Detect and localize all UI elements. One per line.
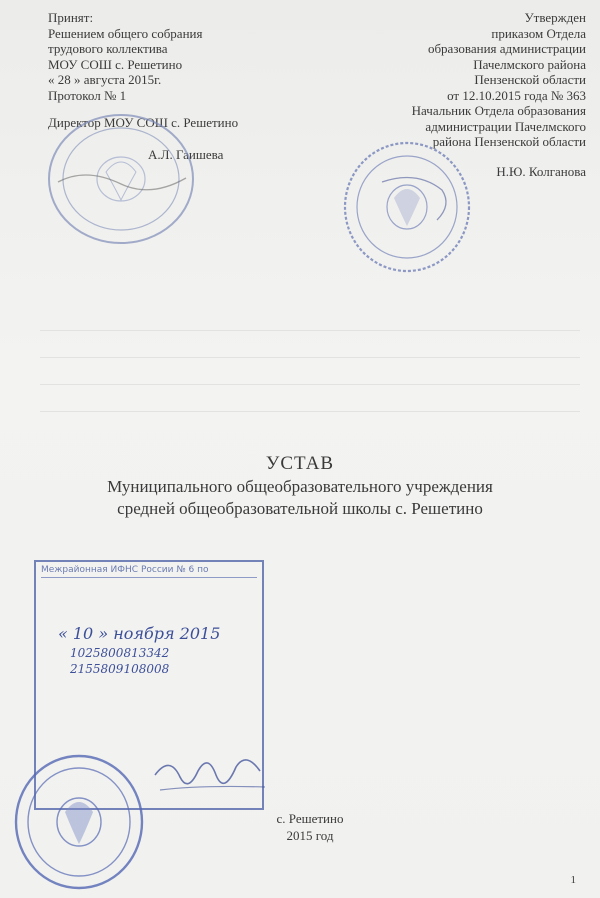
background-lines <box>40 330 580 438</box>
director-signature-name: А.Л. Гаишева <box>148 146 224 162</box>
registration-date-handwritten: « 10 » ноября 2015 <box>58 624 221 643</box>
ogrn-handwritten: 1025800813342 <box>70 646 170 660</box>
registration-stamp-line <box>41 611 257 622</box>
tax-office-seal-stamp <box>12 752 147 892</box>
acceptance-line-2: Решением общего собрания <box>48 25 203 41</box>
approval-line-8: администрации Пачелмского <box>425 118 586 134</box>
document-subtitle-line-2: средней общеобразовательной школы с. Решетино <box>117 499 483 518</box>
registration-stamp-header: Межрайонная ИФНС России № 6 по <box>41 565 257 578</box>
page-number: 1 <box>570 874 576 886</box>
acceptance-line-6: Протокол № 1 <box>48 87 127 103</box>
registration-stamp-line <box>41 600 257 611</box>
school-seal-stamp <box>46 112 196 247</box>
approval-line-3: образования администрации <box>427 41 586 56</box>
approval-line-9: района Пензенской области <box>432 134 586 149</box>
approval-line-4: Пачелмского района <box>473 56 586 72</box>
acceptance-line-5: « 28 » августа 2015г. <box>48 72 162 87</box>
document-title: УСТАВ <box>265 453 335 474</box>
registration-stamp-line <box>41 589 257 600</box>
document-subtitle-line-1: Муниципального общеобразовательного учреждения <box>107 477 493 496</box>
head-signature-name: Н.Ю. Колганова <box>496 163 586 179</box>
charter-title-block <box>0 452 600 520</box>
director-position: Директор МОУ СОШ с. Решетино <box>48 115 239 130</box>
place-and-year <box>240 810 380 844</box>
approval-line-6: от 12.10.2015 года № 363 <box>447 87 586 103</box>
education-dept-seal-stamp <box>342 140 472 275</box>
acceptance-line-1: Принят: <box>48 10 94 25</box>
approval-line-2: приказом Отдела <box>491 25 586 41</box>
acceptance-line-3: трудового коллектива <box>48 41 168 56</box>
approval-line-1: Утвержден <box>524 10 586 25</box>
grn-handwritten: 2155809108008 <box>70 662 170 676</box>
acceptance-line-4: МОУ СОШ с. Решетино <box>48 56 183 72</box>
document-year: 2015 год <box>286 828 334 843</box>
approval-line-7: Начальник Отдела образования <box>411 103 586 118</box>
place-name: с. Решетино <box>276 811 344 826</box>
registration-signature <box>150 745 270 805</box>
approval-line-5: Пензенской области <box>474 72 586 87</box>
registration-stamp-line <box>41 578 257 589</box>
